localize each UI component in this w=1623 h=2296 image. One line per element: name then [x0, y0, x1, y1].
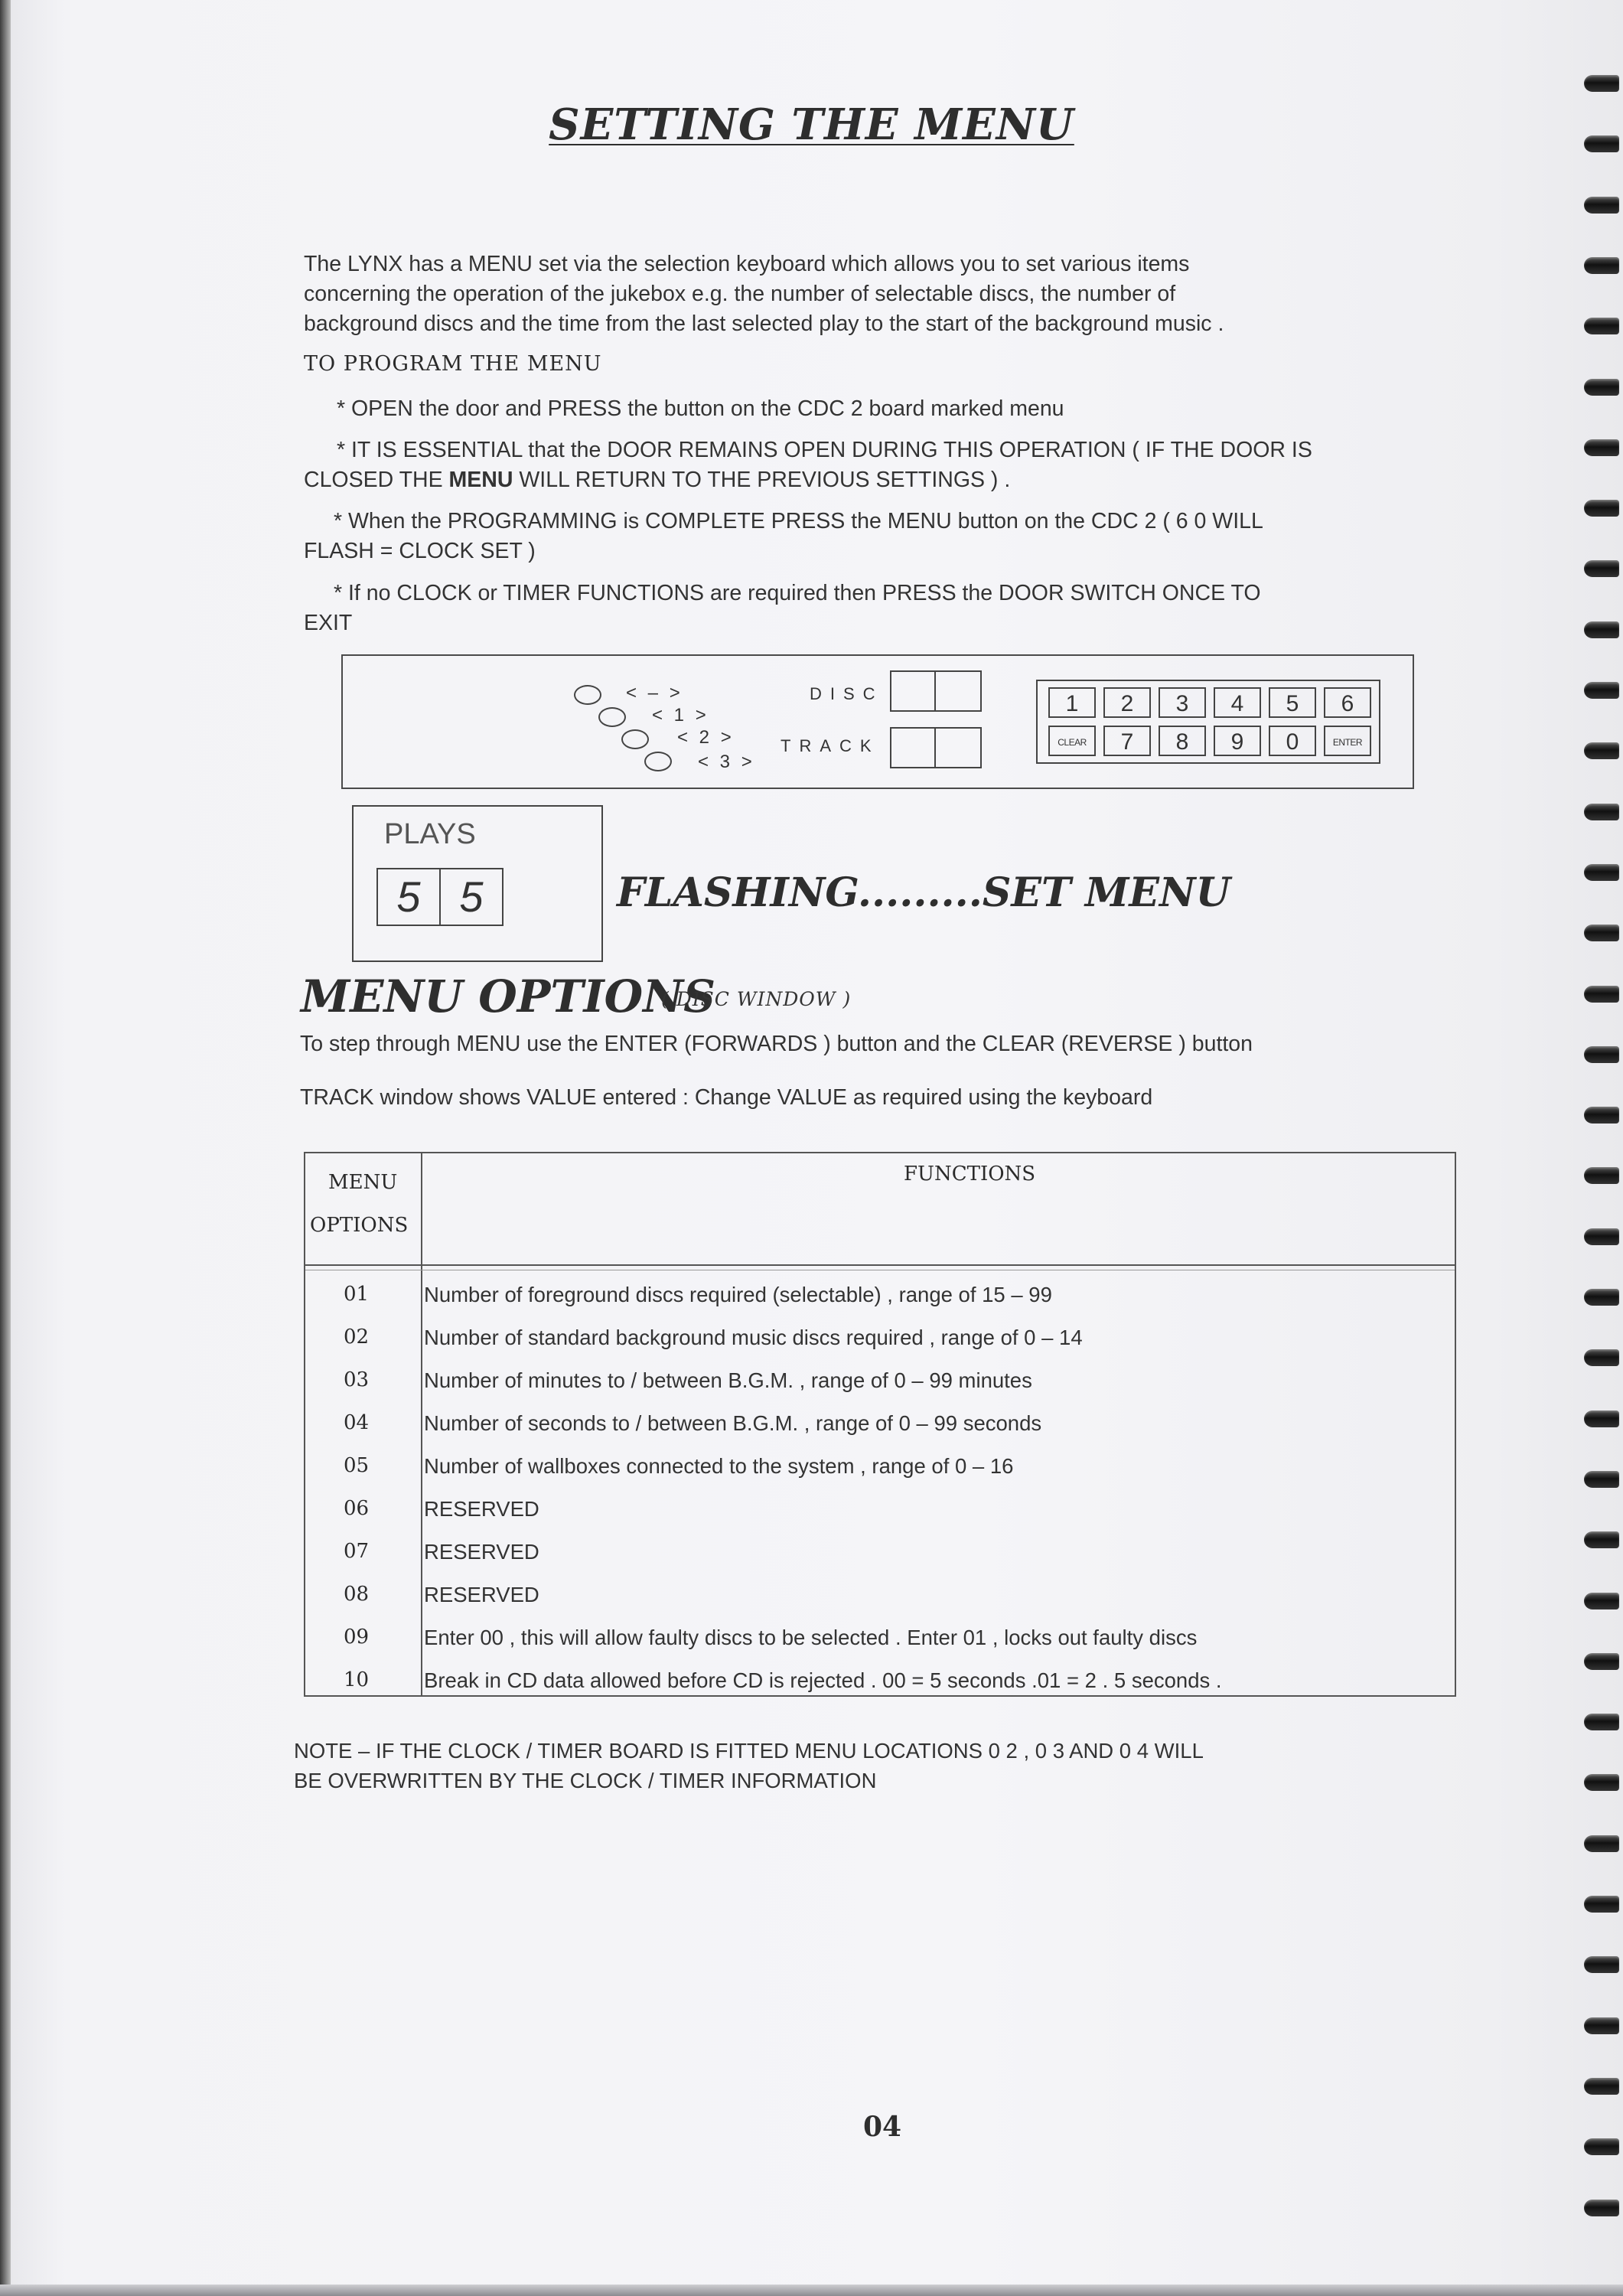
option-function: Number of minutes to / between B.G.M. , range of 0 – 99 minutes — [424, 1368, 1032, 1392]
binding-ring — [1584, 1471, 1619, 1488]
option-number: 01 — [344, 1283, 370, 1306]
intro-line-2: concerning the operation of the jukebox e.g. the number of selectable discs, the number of — [304, 282, 1176, 306]
binding-ring — [1584, 1107, 1619, 1124]
binding-ring — [1584, 500, 1619, 517]
option-number: 04 — [344, 1411, 370, 1434]
status-lamp-3-label: < 3 > — [698, 752, 755, 772]
keypad-key-enter[interactable]: ENTER — [1324, 726, 1371, 756]
step-2-menu-word: MENU — [448, 468, 513, 492]
binding-ring — [1584, 1956, 1619, 1973]
status-lamp-3 — [644, 752, 672, 771]
table-row — [305, 1316, 1455, 1359]
option-function: Number of seconds to / between B.G.M. , range of 0 – 99 seconds — [424, 1411, 1042, 1435]
option-number: 07 — [344, 1540, 370, 1563]
option-function: Enter 00 , this will allow faulty discs to be selected . Enter 01 , locks out faulty discs — [424, 1626, 1198, 1649]
option-function: Number of foreground discs required (selectable) , range of 15 – 99 — [424, 1283, 1052, 1306]
binding-ring — [1584, 1774, 1619, 1791]
binding-ring — [1584, 2017, 1619, 2034]
keypad-key-0[interactable]: 0 — [1269, 726, 1316, 756]
status-lamp-2 — [621, 729, 649, 749]
table-row — [305, 1488, 1455, 1531]
page-left-edge — [0, 0, 11, 2296]
track-window-label: TRACK — [781, 736, 880, 755]
binding-ring — [1584, 2138, 1619, 2155]
step-2-text-a: CLOSED THE — [304, 468, 449, 492]
binding-ring — [1584, 742, 1619, 759]
binding-ring — [1584, 1653, 1619, 1670]
option-number: 06 — [344, 1497, 370, 1520]
binding-ring — [1584, 1289, 1619, 1306]
binding-ring — [1584, 1896, 1619, 1913]
option-number: 03 — [344, 1368, 370, 1391]
status-lamp-1 — [598, 707, 626, 727]
binding-ring — [1584, 1835, 1619, 1852]
table-row — [305, 1402, 1455, 1445]
keypad-key-clear[interactable]: CLEAR — [1048, 726, 1096, 756]
menu-options-title: MENU OPTIONS — [301, 970, 716, 1022]
keypad-key-4[interactable]: 4 — [1214, 687, 1261, 718]
binding-ring — [1584, 257, 1619, 274]
keypad-key-8[interactable]: 8 — [1159, 726, 1206, 756]
binding-ring — [1584, 379, 1619, 396]
program-step-4-line-1: * If no CLOCK or TIMER FUNCTIONS are required then PRESS the DOOR SWITCH ONCE TO — [334, 581, 1261, 605]
program-step-3-line-2: FLASH = CLOCK SET ) — [304, 539, 536, 563]
page-number: 04 — [863, 2111, 902, 2143]
keypad-key-2[interactable]: 2 — [1103, 687, 1151, 718]
binding-ring — [1584, 682, 1619, 699]
table-row — [305, 1445, 1455, 1488]
program-heading: TO PROGRAM THE MENU — [304, 352, 602, 376]
status-lamp-1-label: < 1 > — [652, 705, 709, 726]
binding-ring — [1584, 1531, 1619, 1548]
binding-ring — [1584, 621, 1619, 638]
plays-label: PLAYS — [384, 818, 476, 850]
binding-ring — [1584, 1046, 1619, 1063]
note-block — [294, 1736, 1434, 1795]
table-row — [305, 1359, 1455, 1402]
binding-ring — [1584, 2078, 1619, 2095]
option-function: RESERVED — [424, 1497, 539, 1521]
program-step-1: * OPEN the door and PRESS the button on the CDC 2 board marked menu — [337, 396, 1064, 421]
program-step-4-line-2: EXIT — [304, 611, 353, 635]
keypad-key-1[interactable]: 1 — [1048, 687, 1096, 718]
table-row — [305, 1274, 1455, 1316]
binding-ring — [1584, 925, 1619, 941]
disc-window — [890, 670, 982, 712]
binding-ring — [1584, 1349, 1619, 1366]
binding-ring — [1584, 1167, 1619, 1184]
intro-line-3: background discs and the time from the last selected play to the start of the background music . — [304, 311, 1224, 336]
option-number: 08 — [344, 1583, 370, 1606]
option-function: Number of standard background music discs required , range of 0 – 14 — [424, 1326, 1083, 1349]
plays-digits — [376, 868, 504, 926]
step-2-text-c: WILL RETURN TO THE PREVIOUS SETTINGS ) . — [513, 468, 1011, 492]
program-step-2-line-1: * IT IS ESSENTIAL that the DOOR REMAINS OPEN DURING THIS OPERATION ( IF THE DOOR IS — [337, 438, 1312, 462]
status-lamp-2-label: < 2 > — [677, 727, 735, 748]
keypad-key-3[interactable]: 3 — [1159, 687, 1206, 718]
option-function: Break in CD data allowed before CD is rejected . 00 = 5 seconds .01 = 2 . 5 seconds . — [424, 1668, 1222, 1692]
binding-ring — [1584, 560, 1619, 577]
track-window — [890, 727, 982, 768]
option-function: Number of wallboxes connected to the system , range of 0 – 16 — [424, 1454, 1014, 1478]
binding-ring — [1584, 864, 1619, 881]
header-menu: MENU — [328, 1171, 398, 1194]
binding-ring — [1584, 197, 1619, 214]
plays-display — [352, 805, 603, 962]
option-number: 09 — [344, 1626, 370, 1649]
plays-digit-2: 5 — [459, 872, 484, 921]
binding-ring — [1584, 804, 1619, 820]
option-number: 02 — [344, 1326, 370, 1349]
table-row — [305, 1574, 1455, 1616]
binding-ring — [1584, 439, 1619, 456]
menu-options-table — [304, 1152, 1456, 1697]
menu-options-line-2: TRACK window shows VALUE entered : Change VALUE as required using the keyboard — [300, 1085, 1153, 1110]
keypad-key-9[interactable]: 9 — [1214, 726, 1261, 756]
menu-options-line-1: To step through MENU use the ENTER (FORWARDS ) button and the CLEAR (REVERSE ) button — [300, 1032, 1253, 1056]
table-row — [305, 1616, 1455, 1659]
binding-ring — [1584, 1228, 1619, 1245]
disc-window-label: DISC — [810, 684, 884, 703]
binding-ring — [1584, 1593, 1619, 1609]
menu-options-subtitle: ( DISC WINDOW ) — [661, 988, 852, 1010]
table-header-functions: FUNCTIONS — [904, 1163, 1036, 1186]
note-line-1: NOTE – IF THE CLOCK / TIMER BOARD IS FITTED MENU LOCATIONS 0 2 , 0 3 AND 0 4 WILL — [294, 1739, 1204, 1763]
note-line-2: BE OVERWRITTEN BY THE CLOCK / TIMER INFORMATION — [294, 1769, 877, 1792]
page-bottom-edge — [0, 2285, 1623, 2296]
status-lamp-dash-label: < – > — [626, 683, 683, 703]
program-step-2-line-2 — [304, 465, 1010, 495]
keypad-key-6[interactable]: 6 — [1324, 687, 1371, 718]
binding-ring — [1584, 75, 1619, 92]
table-header-divider — [305, 1264, 1455, 1266]
binding-ring — [1584, 318, 1619, 334]
binding-ring — [1584, 2200, 1619, 2216]
option-function: RESERVED — [424, 1540, 539, 1564]
binding-ring — [1584, 1411, 1619, 1427]
option-function: RESERVED — [424, 1583, 539, 1606]
intro-line-1: The LYNX has a MENU set via the selection keyboard which allows you to set various items — [304, 252, 1190, 276]
status-lamp-dash — [574, 685, 601, 705]
keypad-key-5[interactable]: 5 — [1269, 687, 1316, 718]
binding-ring — [1584, 986, 1619, 1003]
option-number: 10 — [344, 1668, 370, 1691]
program-step-3-line-1: * When the PROGRAMMING is COMPLETE PRESS the MENU button on the CDC 2 ( 6 0 WILL — [334, 509, 1263, 533]
header-options: OPTIONS — [310, 1214, 409, 1237]
option-number: 05 — [344, 1454, 370, 1477]
keypad-key-7[interactable]: 7 — [1103, 726, 1151, 756]
table-row — [305, 1659, 1455, 1702]
binding-ring — [1584, 1714, 1619, 1730]
table-row — [305, 1531, 1455, 1574]
plays-digit-1: 5 — [396, 872, 421, 921]
spiral-binding — [1582, 0, 1623, 2296]
page-title: SETTING THE MENU — [549, 99, 1074, 150]
flashing-set-menu: FLASHING.........SET MENU — [617, 869, 1230, 916]
